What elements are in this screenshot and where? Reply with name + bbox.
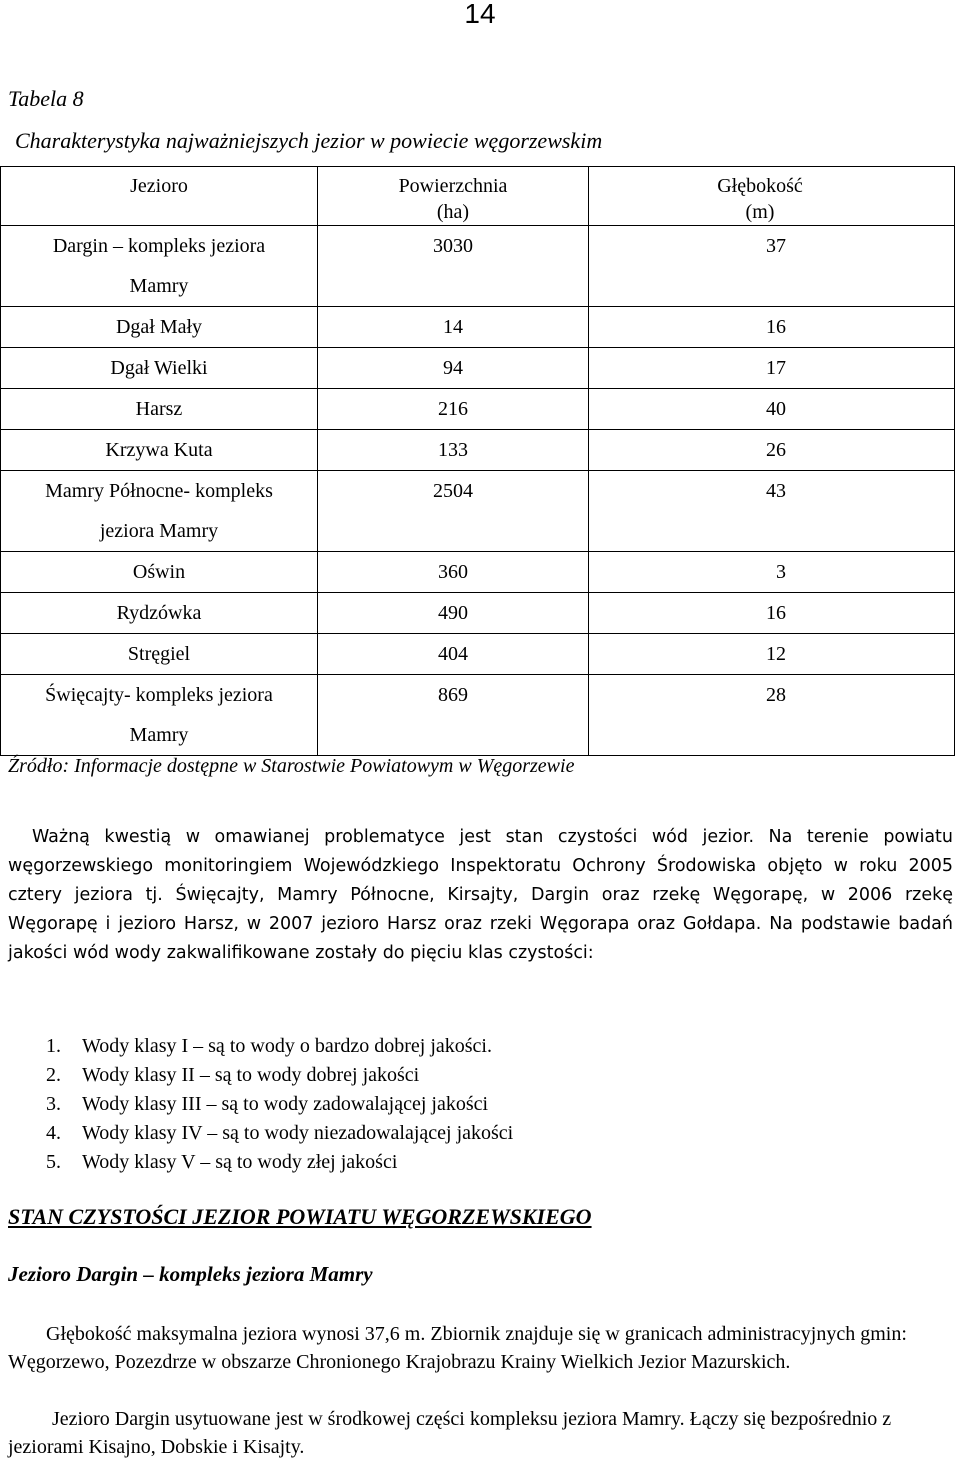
header-lake — [1, 167, 318, 226]
depth-cell: 16 — [589, 593, 955, 634]
lake-name-cell — [1, 307, 318, 348]
lake-name-cell — [1, 348, 318, 389]
lake-name-cell — [1, 634, 318, 675]
area-cell: 94 — [318, 348, 589, 389]
table-row — [1, 389, 955, 430]
header-depth-line1: Głębokość — [717, 175, 803, 197]
table-source: Źródło: Informacje dostępne w Starostwie Powiatowym w Węgorzewie — [8, 755, 575, 777]
lake-name-line: Krzywa Kuta — [105, 439, 213, 461]
lake-name-line: Mamry — [129, 275, 189, 297]
table-row — [1, 348, 955, 389]
table-row — [1, 226, 955, 307]
list-item-number: 2. — [46, 1064, 61, 1086]
header-depth-line2: (m) — [745, 201, 775, 223]
area-cell: 3030 — [318, 226, 589, 307]
list-item-text: Wody klasy III – są to wody zadowalającej jakości — [82, 1093, 489, 1115]
list-item — [46, 1032, 513, 1061]
lake-name-line: Dgał Mały — [115, 316, 203, 338]
table-label: Tabela 8 — [8, 86, 84, 111]
table-row — [1, 430, 955, 471]
list-item-text: Wody klasy I – są to wody o bardzo dobrej jakości. — [82, 1035, 492, 1057]
depth-cell: 17 — [589, 348, 955, 389]
lake-name-cell — [1, 593, 318, 634]
subsection-heading: Jezioro Dargin – kompleks jeziora Mamry — [8, 1262, 373, 1286]
header-depth — [589, 167, 955, 226]
area-cell: 216 — [318, 389, 589, 430]
lake-name-line: Dgał Wielki — [110, 357, 208, 379]
lake-name-line: Stręgiel — [127, 643, 191, 665]
area-cell: 404 — [318, 634, 589, 675]
list-item-number: 4. — [46, 1122, 61, 1144]
lake-name-line: jeziora Mamry — [99, 520, 219, 542]
list-item-number: 1. — [46, 1035, 61, 1057]
list-item — [46, 1119, 513, 1148]
table-row — [1, 593, 955, 634]
table-body — [1, 226, 955, 756]
list-item — [46, 1148, 513, 1177]
lake-name-cell — [1, 226, 318, 307]
header-lake-line: Jezioro — [130, 175, 188, 197]
depth-cell: 40 — [589, 389, 955, 430]
area-cell: 2504 — [318, 471, 589, 552]
dargin-depth-paragraph: Głębokość maksymalna jeziora wynosi 37,6 m. Zbiornik znajduje się w granicach administracyjnych gmin: Węgorzewo, Pozezdrze w obszarze Chronionego Krajobrazu Krainy Wielkich Jezior Mazurskich. — [8, 1323, 907, 1373]
depth-cell: 28 — [589, 675, 955, 756]
lake-name-cell — [1, 552, 318, 593]
lake-name-cell — [1, 389, 318, 430]
section-heading: STAN CZYSTOŚCI JEZIOR POWIATU WĘGORZEWSKIEGO — [8, 1204, 592, 1229]
lake-name-line: Mamry Północne- kompleks — [45, 480, 273, 502]
list-item — [46, 1061, 513, 1090]
area-cell: 490 — [318, 593, 589, 634]
depth-cell: 43 — [589, 471, 955, 552]
lake-name-line: Dargin – kompleks jeziora — [52, 235, 266, 257]
lake-name-line: Oświn — [132, 561, 186, 583]
dargin-location-paragraph: Jezioro Dargin usytuowane jest w środkowej części kompleksu jeziora Mamry. Łączy się bezpośrednio z jeziorami Kisajno, Dobskie i Kisajty. — [8, 1408, 892, 1458]
table-caption: Charakterystyka najważniejszych jezior w powiecie węgorzewskim — [15, 128, 603, 153]
depth-cell: 26 — [589, 430, 955, 471]
lake-name-line: Harsz — [135, 398, 183, 420]
header-area-line2: (ha) — [436, 201, 470, 223]
area-cell: 360 — [318, 552, 589, 593]
lake-name-cell — [1, 675, 318, 756]
list-item-number: 5. — [46, 1151, 61, 1173]
header-area — [318, 167, 589, 226]
list-item-text: Wody klasy II – są to wody dobrej jakości — [82, 1064, 420, 1086]
table-row — [1, 552, 955, 593]
lake-name-line: Święcajty- kompleks jeziora — [45, 684, 273, 706]
lake-name-cell — [1, 430, 318, 471]
table-row — [1, 675, 955, 756]
water-quality-paragraph — [8, 823, 953, 968]
depth-cell: 16 — [589, 307, 955, 348]
area-cell: 869 — [318, 675, 589, 756]
list-item-text: Wody klasy IV – są to wody niezadowalającej jakości — [82, 1122, 514, 1144]
water-class-list — [46, 1032, 513, 1177]
depth-cell: 37 — [589, 226, 955, 307]
table-header-row — [1, 167, 955, 226]
lake-name-line: Mamry — [129, 724, 189, 746]
table-row — [1, 471, 955, 552]
table-row — [1, 307, 955, 348]
depth-cell: 3 — [589, 552, 955, 593]
table-row — [1, 634, 955, 675]
paragraph-text: Ważną kwestią w omawianej problematyce jest stan czystości wód jezior. Na terenie powiatu węgorzewskiego monitoringiem Wojewódzkiego Inspektoratu Ochrony Środowiska objęto w roku 2005 cztery jeziora tj. Święcajty, Mamry Północne, Kirsajty, Dargin oraz rzekę Węgorapę, w 2006 rzekę Węgorapę i jezioro Harsz, w 2007 jezioro Harsz oraz rzeki Węgorapa oraz Gołdapa. Na podstawie badań jakości wód wody zakwalifikowane zostały do pięciu klas czystości: — [8, 827, 953, 963]
lakes-table — [0, 166, 955, 756]
area-cell: 14 — [318, 307, 589, 348]
page-number: 14 — [464, 0, 496, 29]
lake-name-line: Rydzówka — [116, 602, 202, 624]
lake-name-cell — [1, 471, 318, 552]
list-item-number: 3. — [46, 1093, 61, 1115]
area-cell: 133 — [318, 430, 589, 471]
depth-cell: 12 — [589, 634, 955, 675]
list-item-text: Wody klasy V – są to wody złej jakości — [82, 1151, 398, 1173]
list-item — [46, 1090, 513, 1119]
header-area-line1: Powierzchnia — [398, 175, 508, 197]
